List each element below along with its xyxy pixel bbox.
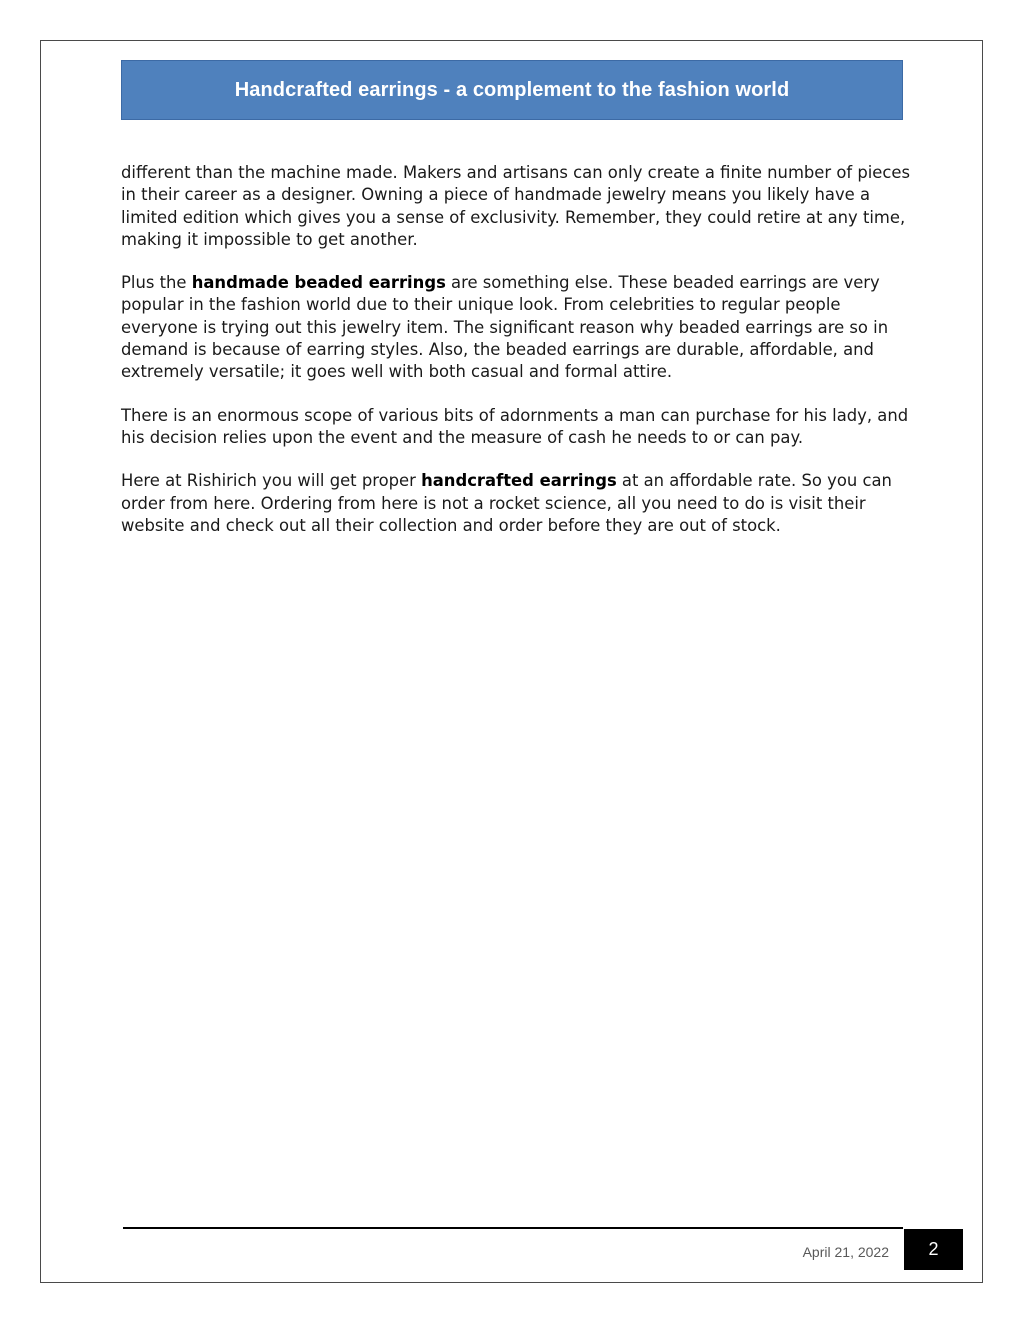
paragraph-4-lead: Here at Rishirich you will get proper (121, 471, 422, 491)
paragraph-4-rest: at an affordable rate. So you can order from here. Ordering from here is not a rocket science, all you need to do is visit their website and check out all their collection and order before they are out of stock. (121, 471, 892, 535)
keyword-handmade-beaded-earrings: handmade beaded earrings (191, 273, 446, 293)
keyword-handcrafted-earrings: handcrafted earrings (421, 471, 617, 491)
paragraph-2-rest: are something else. These beaded earrings are very popular in the fashion world due to their unique look. From celebrities to regular people everyone is trying out this jewelry item. The significant reason why beaded earrings are so in demand is because of earring styles. Also, the beaded earrings are durable, affordable, and extremely versatile; it goes well with both casual and formal attire. (121, 273, 889, 382)
paragraph-2 (121, 272, 911, 383)
paragraph-1-text: different than the machine made. Makers and artisans can only create a finite number of pieces in their career as a designer. Owning a piece of handmade jewelry means you likely have a limited edition which gives you a sense of exclusivity. Remember, they could retire at any time, making it impossible to get another. (121, 163, 911, 249)
paragraph-3 (121, 405, 911, 450)
paragraph-1 (121, 162, 911, 251)
page-title: Handcrafted earrings - a complement to the fashion world (234, 78, 790, 101)
paragraph-4 (121, 470, 911, 537)
page-number: 2 (928, 1239, 939, 1259)
footer-divider (123, 1227, 903, 1229)
page-number-badge (904, 1229, 963, 1270)
paragraph-2-lead: Plus the (121, 273, 192, 293)
footer-date: April 21, 2022 (802, 1244, 889, 1260)
article-body (121, 162, 911, 558)
paragraph-3-text: There is an enormous scope of various bits of adornments a man can purchase for his lady, and his decision relies upon the event and the measure of cash he needs to or can pay. (121, 405, 909, 447)
header-banner (121, 60, 903, 120)
